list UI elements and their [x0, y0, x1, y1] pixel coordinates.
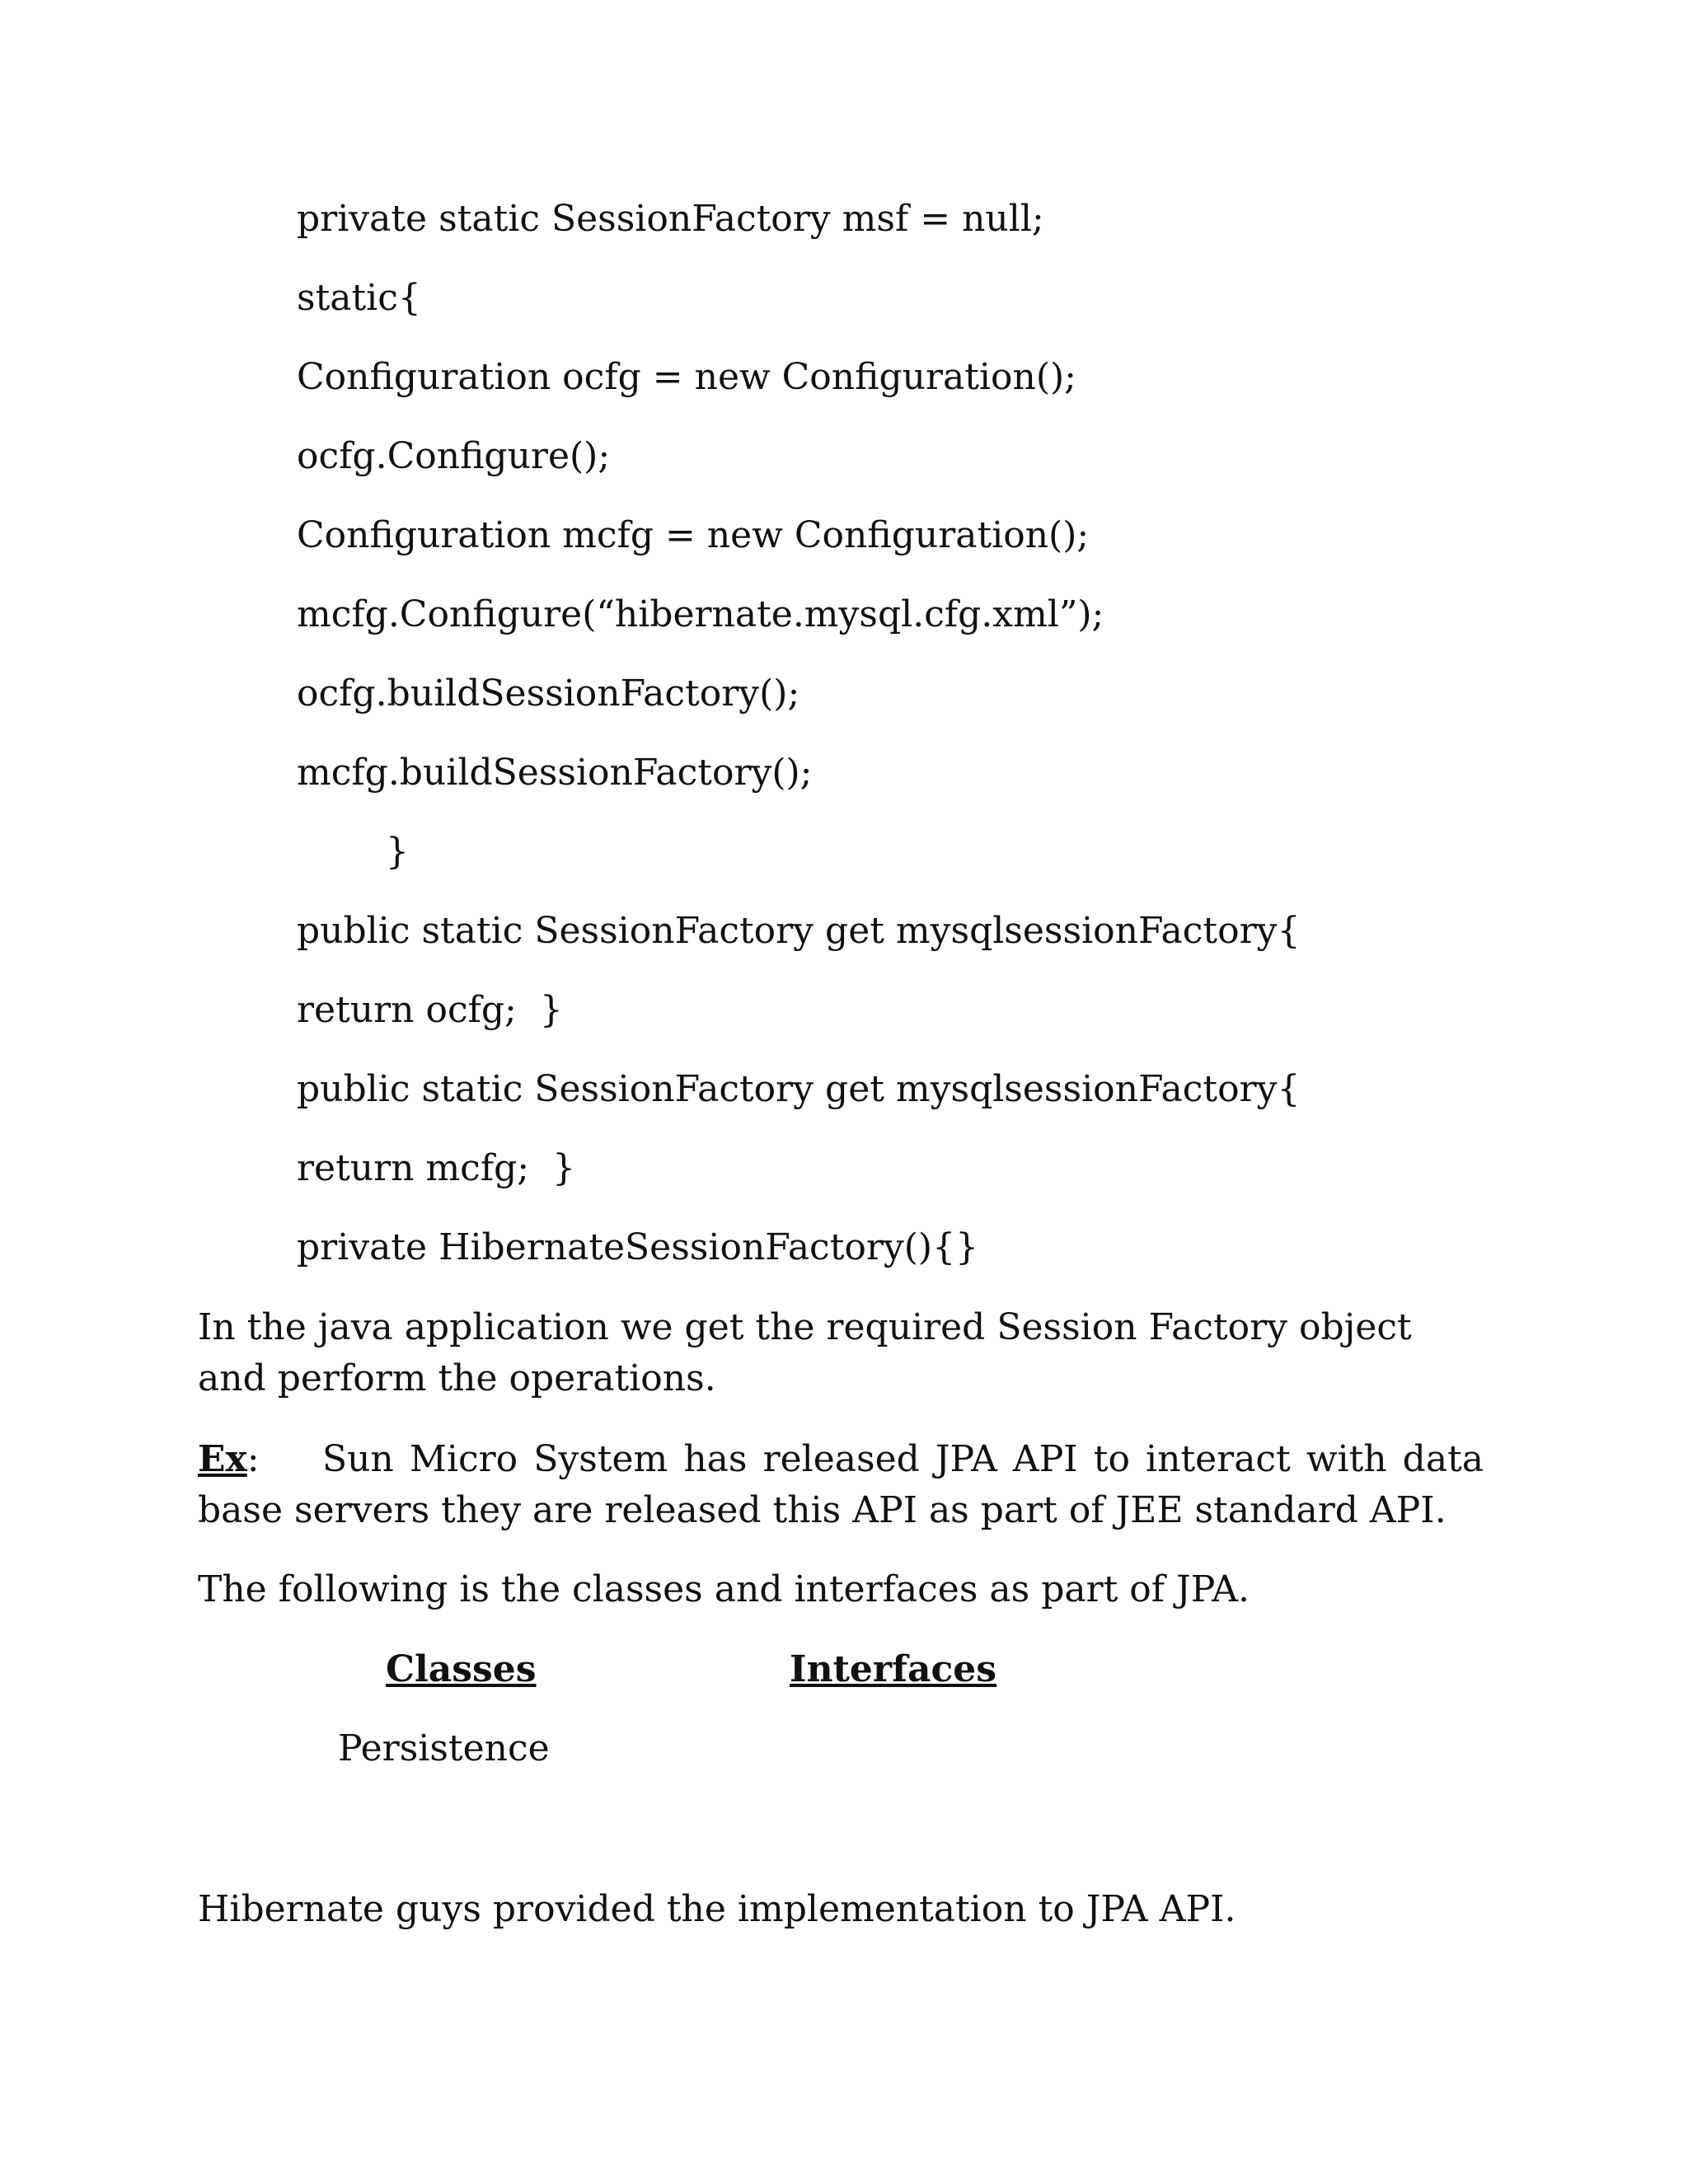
- paragraph-jpa-intro: The following is the classes and interfaces as part of JPA.: [198, 1568, 1250, 1610]
- code-line-2: static{: [297, 277, 421, 319]
- code-line-14: private HibernateSessionFactory(){}: [297, 1226, 979, 1268]
- code-line-1: private static SessionFactory msf = null;: [297, 198, 1044, 240]
- code-line-9: }: [386, 831, 409, 873]
- example-colon: :: [246, 1438, 260, 1480]
- code-line-13: return mcfg; }: [297, 1147, 576, 1189]
- code-line-6: mcfg.Configure(“hibernate.mysql.cfg.xml”);: [297, 593, 1104, 635]
- table-header-classes: Classes: [386, 1648, 537, 1690]
- code-line-3: Configuration ocfg = new Configuration();: [297, 356, 1076, 398]
- code-line-7: ocfg.buildSessionFactory();: [297, 673, 800, 715]
- paragraph-hibernate-implementation: Hibernate guys provided the implementation to JPA API.: [198, 1888, 1236, 1930]
- code-line-11: return ocfg; }: [297, 989, 563, 1031]
- code-line-5: Configuration mcfg = new Configuration();: [297, 514, 1090, 556]
- paragraph-session-factory: In the java application we get the required Session Factory object and perform the operations.: [198, 1306, 1412, 1399]
- code-line-4: ocfg.Configure();: [297, 435, 611, 477]
- example-text: Sun Micro System has released JPA API to interact with data base servers they are released this API as part of JEE standard API.: [198, 1438, 1484, 1531]
- code-line-12: public static SessionFactory get mysqlsessionFactory{: [297, 1068, 1301, 1110]
- code-line-8: mcfg.buildSessionFactory();: [297, 752, 813, 794]
- paragraph-example: [198, 1434, 1484, 1536]
- code-line-10: public static SessionFactory get mysqlsessionFactory{: [297, 910, 1301, 952]
- table-header-interfaces: Interfaces: [790, 1648, 997, 1690]
- table-cell-persistence: Persistence: [338, 1727, 550, 1769]
- example-label: Ex: [198, 1438, 247, 1480]
